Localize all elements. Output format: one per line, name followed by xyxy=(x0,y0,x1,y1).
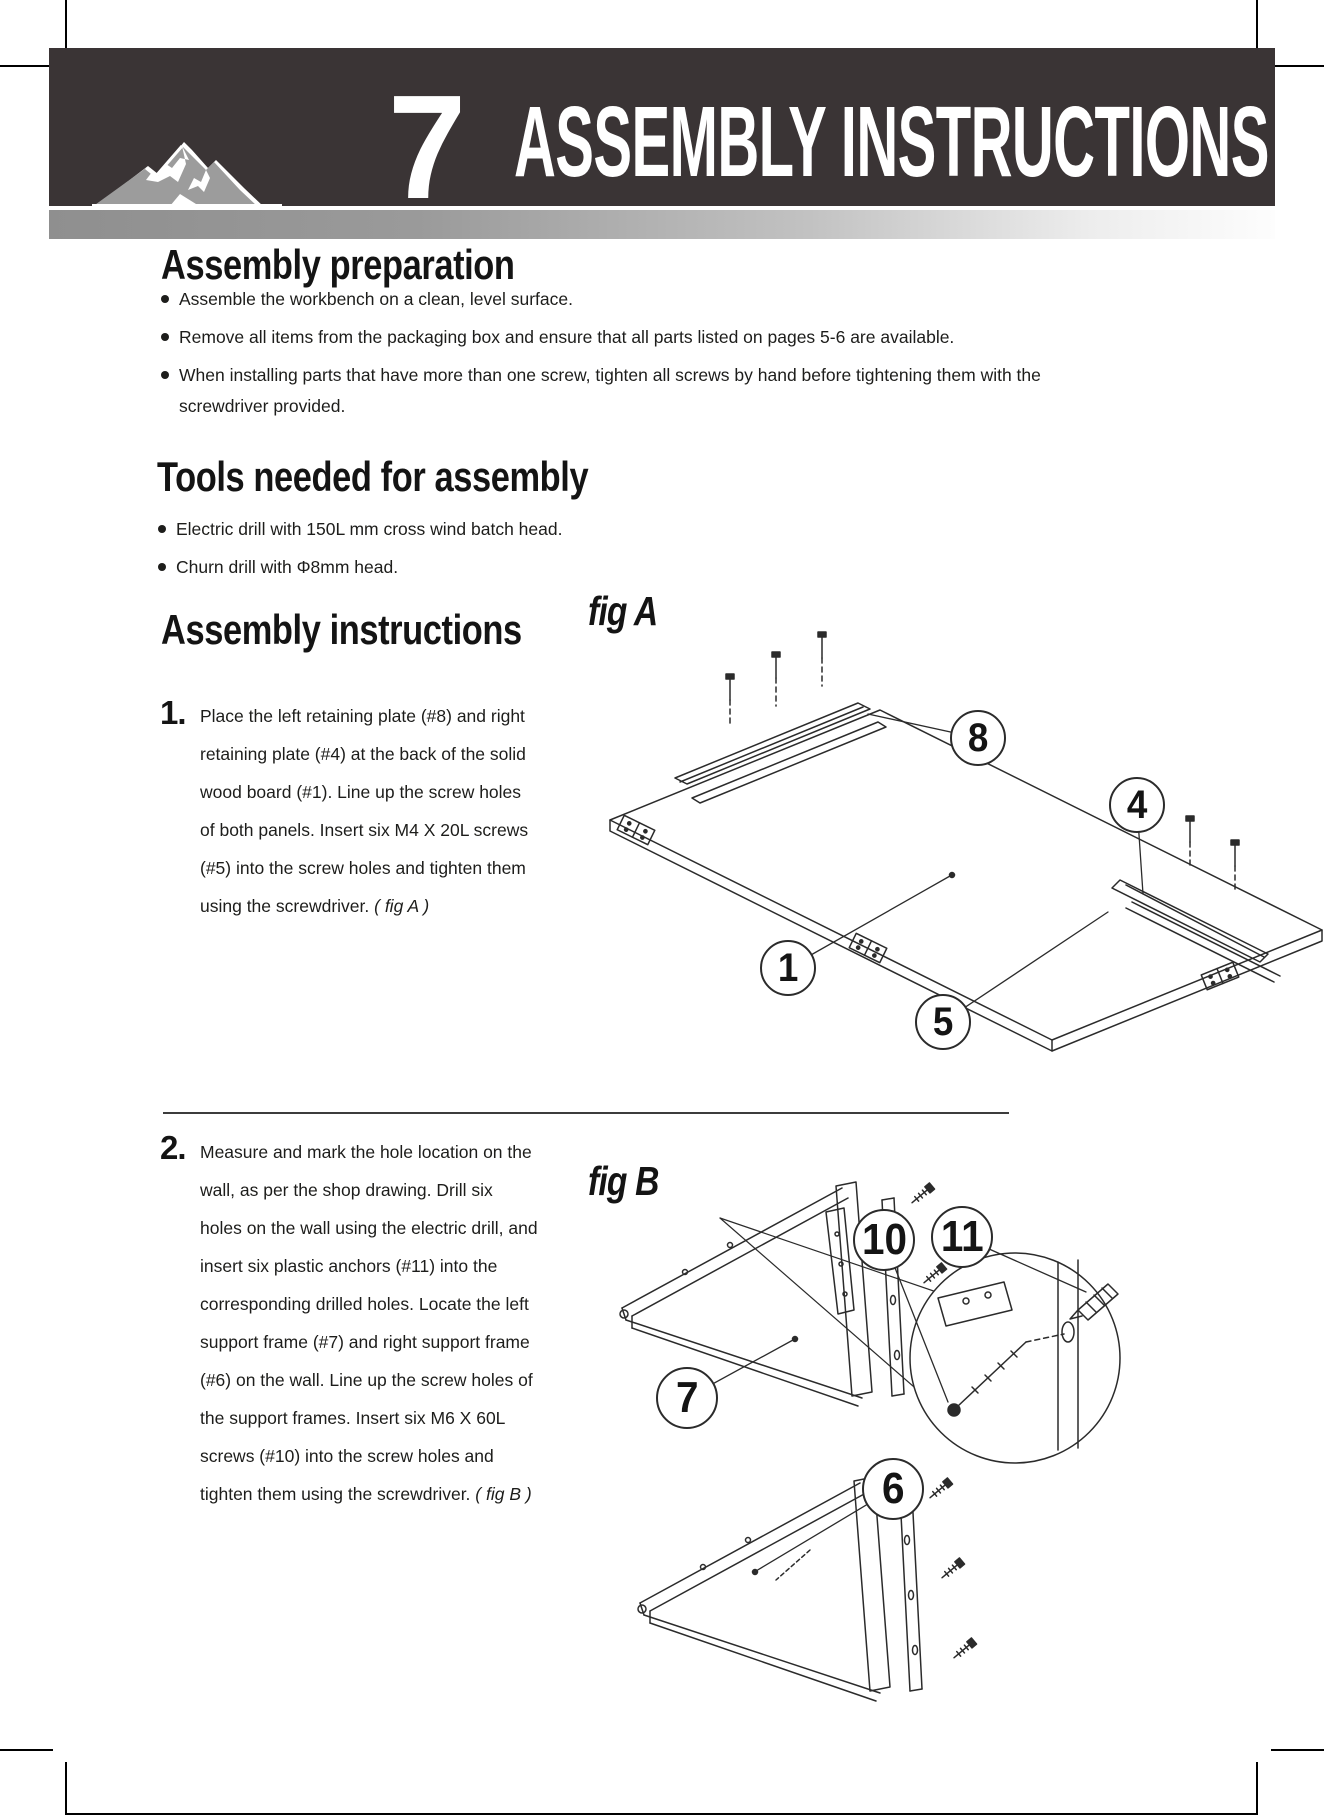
prep-heading: Assembly preparation xyxy=(161,241,515,288)
crop-mark xyxy=(65,1762,67,1815)
fig-a-diagram xyxy=(580,630,1324,1100)
tools-bullet: Electric drill with 150L mm cross wind batch head. xyxy=(157,514,562,545)
prep-bullet: When installing parts that have more than one screw, tighten all screws by hand before tightening them with the screwdriver provided. xyxy=(160,360,1055,422)
left-retaining-plate xyxy=(675,703,886,803)
right-retaining-plate xyxy=(1112,880,1280,982)
tools-heading: Tools needed for assembly xyxy=(157,453,589,500)
page-title: ASSEMBLY INSTRUCTIONS xyxy=(514,86,1269,198)
callout-6: 6 xyxy=(862,1458,924,1520)
hinge-bracket xyxy=(849,933,887,962)
step-divider xyxy=(163,1112,1009,1114)
crop-mark xyxy=(0,65,53,67)
fig-b-diagram xyxy=(580,1150,1324,1790)
step-2-text: Measure and mark the hole location on the wall, as per the shop drawing. Drill six holes on the wall using the electric drill, and insert six plastic anchors (#11) into the corresponding drilled holes. Locate the left support frame (#7) and right support frame (#6) on the wall. Line up the screw holes of the support frames. Insert six M6 X 60L screws (#10) into the screw holes and tighten them using the screwdriver. ( fig B ) xyxy=(200,1142,538,1504)
crop-mark xyxy=(1256,0,1258,53)
crop-mark xyxy=(1271,65,1324,67)
right-screws xyxy=(1186,816,1239,892)
callout-11: 11 xyxy=(931,1206,993,1268)
crop-mark xyxy=(0,1749,53,1751)
callout-5: 5 xyxy=(915,994,971,1050)
magnifier-circle xyxy=(910,1253,1120,1463)
fig-a-reference: ( fig A ) xyxy=(374,896,430,916)
prep-bullet: Remove all items from the packaging box and ensure that all parts listed on pages 5-6 are available. xyxy=(160,322,954,353)
fig-b-label: fig B xyxy=(588,1158,659,1204)
instructions-heading: Assembly instructions xyxy=(161,606,522,653)
page-bottom-rule xyxy=(65,1813,1258,1815)
prep-bullet: Assemble the workbench on a clean, level surface. xyxy=(160,284,573,315)
callout-4: 4 xyxy=(1109,777,1165,833)
step-1-number: 1. xyxy=(160,694,186,731)
hinge-bracket xyxy=(617,815,655,844)
step-1-text: Place the left retaining plate (#8) and right retaining plate (#4) at the back of the solid wood board (#1). Line up the screw holes of both panels. Insert six M4 X 20L screws (#5) into the screw holes and tighten them using the screwdriver. ( fig A ) xyxy=(200,706,529,916)
callout-1: 1 xyxy=(760,940,816,996)
step-2-number: 2. xyxy=(160,1129,186,1166)
callout-7: 7 xyxy=(656,1367,718,1429)
crop-mark xyxy=(65,0,67,53)
section-number: 7 xyxy=(388,65,463,230)
callout-8: 8 xyxy=(950,710,1006,766)
header-gradient-bar xyxy=(49,210,1275,239)
left-screws xyxy=(726,632,826,726)
fig-a-label: fig A xyxy=(588,588,658,634)
tools-bullet: Churn drill with Φ8mm head. xyxy=(157,552,398,583)
mountain-logo-icon xyxy=(92,134,282,207)
callout-10: 10 xyxy=(853,1209,915,1271)
fig-b-reference: ( fig B ) xyxy=(475,1484,532,1504)
wall-screws-lower xyxy=(928,1478,977,1661)
